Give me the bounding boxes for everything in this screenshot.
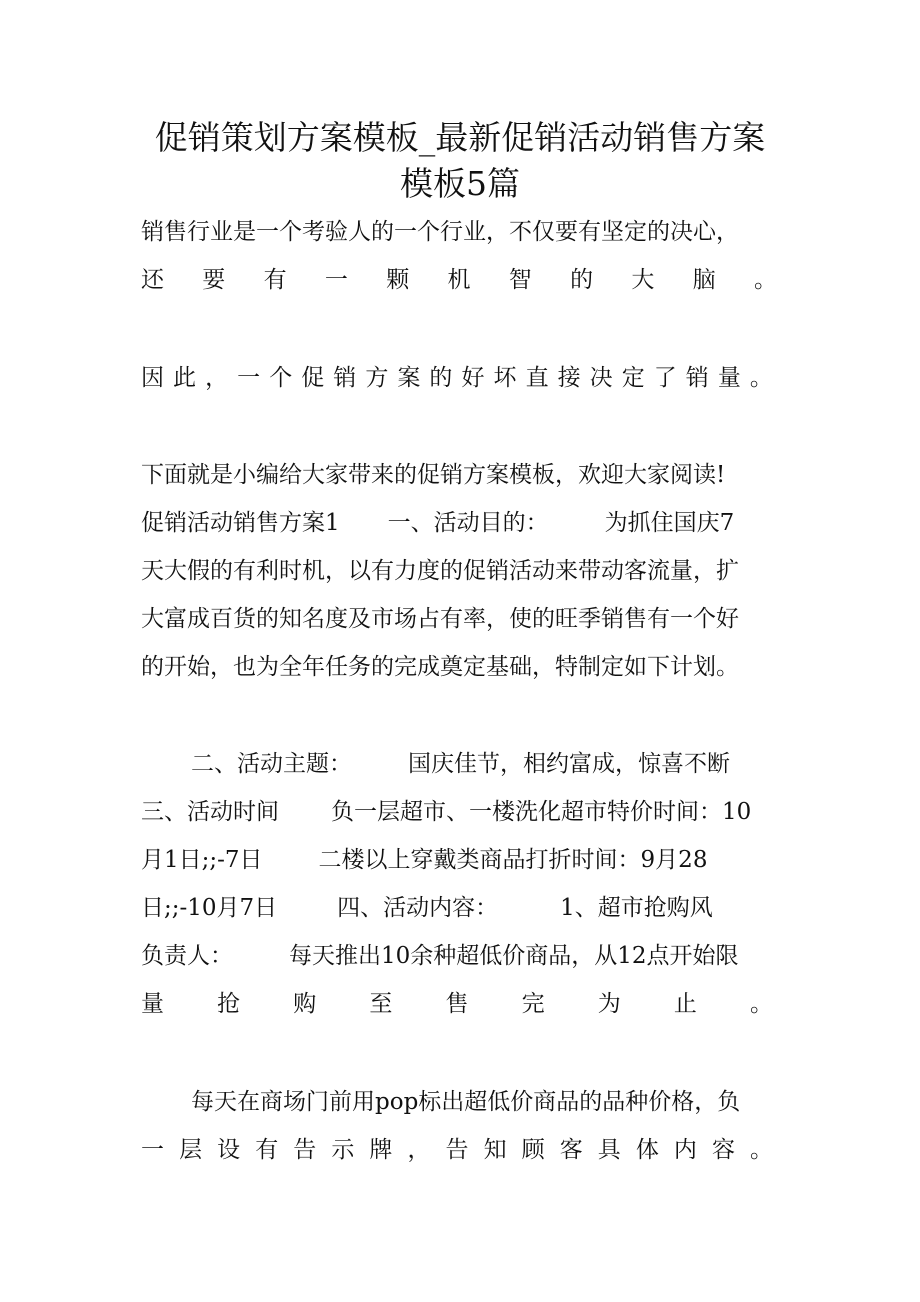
char: 脑 — [692, 267, 716, 293]
char: 的 — [429, 365, 453, 391]
char: 。 — [750, 1137, 773, 1163]
text-line: 每天在商场门前用pop标出超低价商品的品种价格，负 — [191, 1089, 741, 1115]
text-line: 天大假的有利时机，以有力度的促销活动来带动客流量，扩 — [141, 558, 739, 584]
char: 有 — [255, 1137, 279, 1163]
char: 了 — [653, 365, 677, 391]
char: 购 — [293, 991, 317, 1017]
section-heading: 四、活动内容： — [337, 895, 499, 921]
char: 。 — [753, 267, 777, 293]
section-heading: 促销活动销售方案1 — [141, 510, 340, 536]
char: 体 — [635, 1137, 659, 1163]
char: 止 — [673, 991, 697, 1017]
char: 完 — [521, 991, 545, 1017]
char: 为 — [597, 991, 621, 1017]
text-line: 销售行业是一个考验人的一个行业，不仅要有坚定的决心， — [141, 219, 739, 245]
text-line — [141, 507, 781, 539]
char: 案 — [397, 365, 421, 391]
text-fragment: 负一层超市、一楼洗化超市特价时间：10 — [331, 799, 752, 825]
char: 促 — [301, 365, 325, 391]
text-fragment: 二楼以上穿戴类商品打折时间：9月28 — [318, 847, 708, 873]
text-fragment: 负责人： — [141, 943, 233, 969]
char: 颗 — [386, 267, 410, 293]
char: 销 — [685, 365, 709, 391]
char: 抢 — [217, 991, 241, 1017]
char: 。 — [749, 365, 773, 391]
text-line — [141, 844, 781, 876]
char: 售 — [445, 991, 469, 1017]
text-line-justified — [141, 264, 777, 296]
char: 要 — [202, 267, 226, 293]
char: 容 — [711, 1137, 735, 1163]
text-line — [141, 892, 781, 924]
document-title-line-1: 促销策划方案模板_最新促销活动销售方案 — [154, 118, 766, 157]
char: 个 — [269, 365, 293, 391]
char: 大 — [631, 267, 655, 293]
text-fragment: 国庆佳节，相约富成，惊喜不断 — [408, 751, 730, 777]
char: 方 — [365, 365, 389, 391]
text-line — [141, 796, 781, 828]
text-line — [141, 940, 781, 972]
char: 至 — [369, 991, 393, 1017]
text-line — [191, 748, 831, 780]
char: 定 — [621, 365, 645, 391]
char: 有 — [263, 267, 287, 293]
text-fragment: 月1日;;-7日 — [141, 847, 263, 873]
char: 此 — [173, 365, 197, 391]
char: 的 — [570, 267, 594, 293]
char: 一 — [141, 1137, 164, 1163]
char: 销 — [333, 365, 357, 391]
char: ， — [205, 365, 229, 391]
char: 客 — [559, 1137, 583, 1163]
char: 接 — [557, 365, 581, 391]
char: 因 — [141, 365, 164, 391]
char: 直 — [525, 365, 549, 391]
char: 层 — [179, 1137, 203, 1163]
char: 还 — [141, 267, 164, 293]
char: 好 — [461, 365, 485, 391]
text-line-justified — [141, 362, 773, 394]
char: 告 — [445, 1137, 469, 1163]
text-line: 大富成百货的知名度及市场占有率，使的旺季销售有一个好 — [141, 606, 739, 632]
char: 内 — [673, 1137, 697, 1163]
char: 智 — [508, 267, 532, 293]
char: 量 — [717, 365, 741, 391]
char: 牌 — [369, 1137, 393, 1163]
char: 具 — [597, 1137, 621, 1163]
char: 顾 — [521, 1137, 545, 1163]
section-heading: 一、活动目的： — [387, 510, 549, 536]
text-fragment: 每天推出10余种超低价商品，从12点开始限 — [289, 943, 739, 969]
document-title-line-2: 模板5篇 — [400, 164, 520, 203]
char: 告 — [293, 1137, 317, 1163]
char: ， — [407, 1137, 431, 1163]
text-line: 下面就是小编给大家带来的促销方案模板，欢迎大家阅读! — [141, 462, 726, 488]
char: 一 — [324, 267, 348, 293]
char: 量 — [141, 991, 164, 1017]
text-line-justified — [141, 988, 773, 1020]
char: 。 — [750, 991, 773, 1017]
char: 坏 — [493, 365, 517, 391]
text-fragment: 1、超市抢购风 — [560, 895, 713, 921]
char: 一 — [237, 365, 261, 391]
section-heading: 三、活动时间 — [141, 799, 279, 825]
text-line: 的开始，也为全年任务的完成奠定基础，特制定如下计划。 — [141, 654, 739, 680]
text-fragment: 日;;-10月7日 — [141, 895, 278, 921]
text-fragment: 为抓住国庆7 — [604, 510, 735, 536]
section-heading: 二、活动主题： — [191, 751, 352, 777]
char: 知 — [483, 1137, 507, 1163]
text-line-justified — [141, 1134, 773, 1166]
char: 设 — [217, 1137, 241, 1163]
char: 决 — [589, 365, 613, 391]
char: 机 — [447, 267, 471, 293]
char: 示 — [331, 1137, 355, 1163]
